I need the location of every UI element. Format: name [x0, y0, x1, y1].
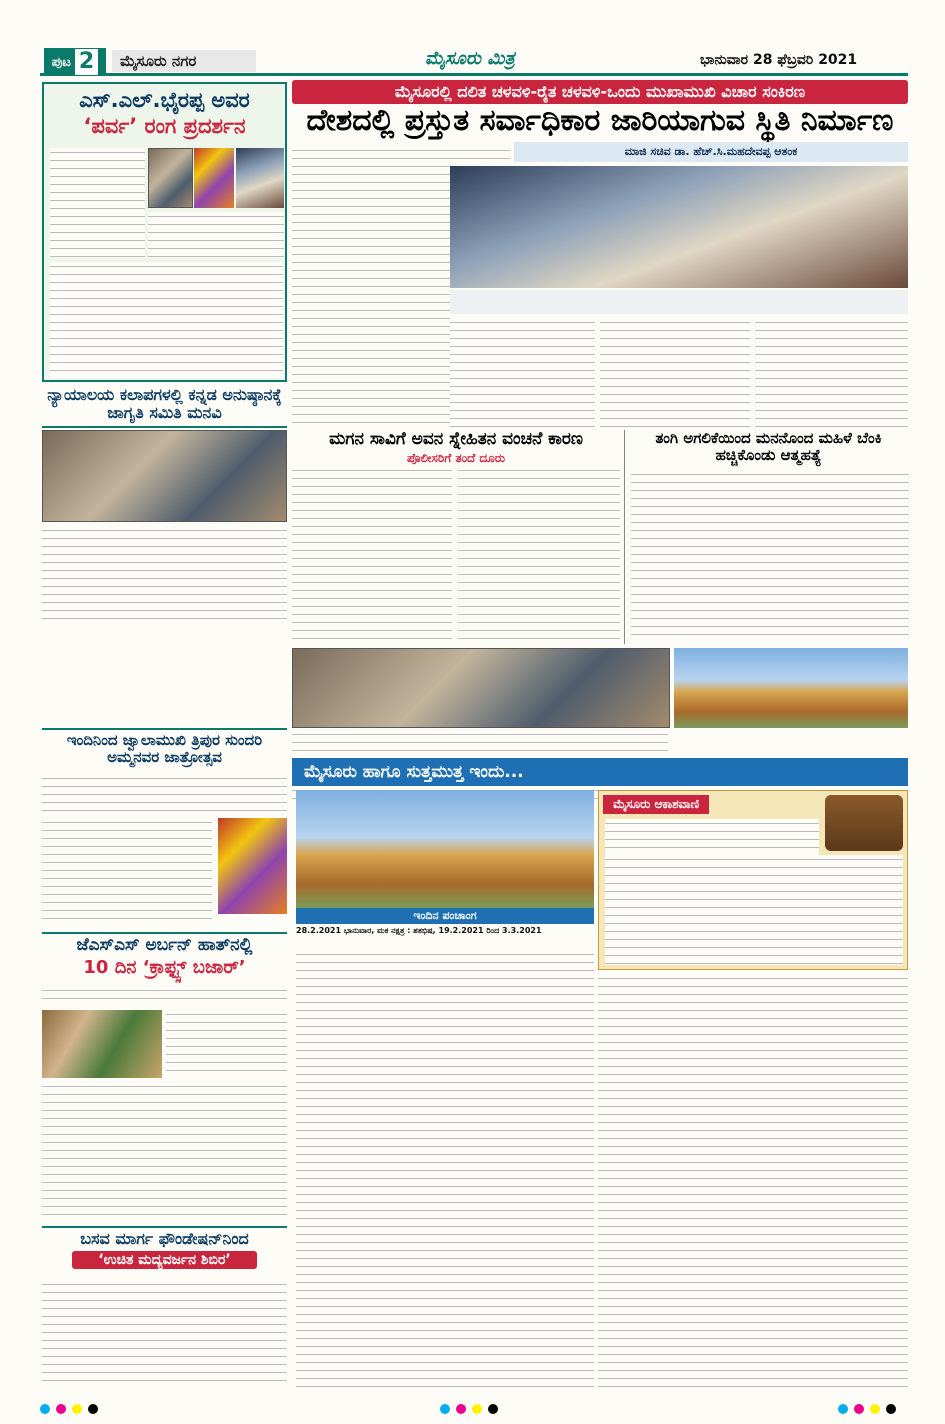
story-parva-text-2: [148, 212, 284, 258]
story-parva-text: [50, 148, 145, 258]
lead-text-col-4: [755, 318, 908, 428]
lead-kicker: ಮೈಸೂರಲ್ಲಿ ದಲಿತ ಚಳವಳಿ-ರೈತ ಚಳವಳಿ-ಒಂದು ಮುಖಾಮುಖಿ ವಿಚಾರ ಸಂಕಿರಣ: [292, 80, 908, 104]
story-son-subheadline: ಪೊಲೀಸರಿಗೆ ತಂದೆ ದೂರು: [406, 450, 506, 465]
story-sister-grief: [624, 430, 908, 644]
lead-text-col-3: [600, 318, 750, 428]
story-basava-text: [42, 1280, 287, 1384]
story-crafts-text: [42, 986, 287, 1006]
story-parva-text-3: [50, 262, 283, 378]
event-group-photo: [292, 648, 670, 728]
story-sister-text: [631, 470, 909, 642]
story-crafts-subheadline: 10 ದಿನ ‘ಕ್ರಾಫ್ಟ್ಸ್ ಬಜಾರ್’: [83, 956, 246, 978]
page-number-badge: [44, 48, 106, 76]
story-son-text-1: [292, 466, 452, 642]
story-sister-headline: ತಂಗಿ ಅಗಲಿಕೆಯಿಂದ ಮನನೊಂದ ಮಹಿಳೆ ಬೆಂಕಿ ಹಚ್ಚಿಕೊಂಡು ಆತ್ಮಹತ್ಯೆ: [655, 429, 882, 465]
story-parva: [42, 82, 287, 382]
radio-title: ಮೈಸೂರು ಆಕಾಶವಾಣಿ: [603, 795, 709, 814]
lead-photo-book-release: [450, 166, 908, 288]
lead-headline: ದೇಶದಲ್ಲಿ ಪ್ರಸ್ತುತ ಸರ್ವಾಧಿಕಾರ ಜಾರಿಯಾಗುವ ಸ್ಥಿತಿ ನಿರ್ಮಾಣ: [306, 103, 894, 138]
radio-schedule-text-2: [605, 855, 903, 965]
section-name: ಮೈಸೂರು ನಗರ: [112, 50, 256, 72]
parva-director-photo: [236, 148, 284, 208]
paper-name: ಮೈಸೂರು ಮಿತ್ರ: [425, 48, 515, 69]
story-son-headline: ಮಗನ ಸಾವಿಗೆ ಅವನ ಸ್ನೇಹಿತನ ವಂಚನೆ ಕಾರಣ: [329, 429, 583, 449]
radio-icon: [825, 795, 903, 851]
story-parva-headline: ಎಸ್.ಎಲ್.ಭೈರಪ್ಪ ಅವರ: [79, 88, 250, 112]
story-temple-text-2: [42, 818, 212, 922]
registration-marks-right: [838, 1404, 896, 1414]
story-basava-headline: ಬಸವ ಮಾರ್ಗ ಫೌಂಡೇಷನ್‌ನಿಂದ: [80, 1229, 249, 1248]
story-parva-subheadline: ‘ಪರ್ವ’ ರಂಗ ಪ್ರದರ್ಶನ: [83, 114, 246, 139]
parva-author-photo: [148, 148, 193, 208]
story-crafts-text-3: [42, 1082, 287, 1220]
goddess-image: [218, 818, 287, 914]
issue-date: ಭಾನುವಾರ 28 ಫೆಬ್ರವರಿ 2021: [700, 52, 858, 68]
radio-schedule-box: [598, 790, 908, 970]
court-memorandum-photo: [42, 430, 287, 522]
lead-deck: ಮಾಜಿ ಸಚಿವ ಡಾ. ಹೆಚ್.ಸಿ.ಮಹದೇವಪ್ಪ ಆತಂಕ: [514, 142, 908, 162]
story-crafts-text-2: [166, 1010, 287, 1078]
registration-marks-left: [40, 1404, 98, 1414]
registration-marks-center: [440, 1404, 498, 1414]
parva-poster-image: [194, 148, 234, 208]
story-crafts-headline: ಜೆಎಸ್‌ಎಸ್ ಅರ್ಬನ್ ಹಾತ್‌ನಲ್ಲಿ: [76, 935, 253, 955]
story-court: [42, 386, 287, 626]
today-section-title: ಮೈಸೂರು ಹಾಗೂ ಸುತ್ತಮುತ್ತ ಇಂದು...: [292, 758, 908, 786]
story-court-text: [42, 526, 287, 626]
today-events-col-1: [296, 950, 594, 1390]
panchanga-title: ಇಂದಿನ ಪಂಚಾಂಗ: [296, 908, 594, 924]
story-crafts-bazaar: [42, 932, 287, 1218]
story-temple: [42, 728, 287, 926]
lead-photo-caption: [450, 290, 908, 314]
story-basava-subheadline: ‘ಉಚಿತ ಮದ್ಯವರ್ಜನ ಶಿಬಿರ’: [72, 1251, 257, 1269]
lead-text-col-2: [450, 318, 595, 428]
story-temple-text: [42, 774, 287, 814]
story-basava-marga: [42, 1226, 287, 1386]
page-number: 2: [75, 49, 98, 75]
today-events-col-2: [598, 974, 908, 1390]
story-son-death: [292, 430, 620, 644]
story-temple-headline: ಇಂದಿನಿಂದ ಜ್ವಾಲಾಮುಖಿ ತ್ರಿಪುರ ಸುಂದರಿ ಅಮ್ಮನವರ ಜಾತ್ರೋತ್ಸವ: [66, 731, 263, 767]
story-son-text-2: [458, 466, 620, 642]
page-label: ಪುಟ: [51, 54, 71, 70]
mysore-palace-photo: [296, 790, 594, 908]
temple-event-photo: [674, 648, 908, 728]
story-court-headline: ನ್ಯಾಯಾಲಯ ಕಲಾಪಗಳಲ್ಲಿ ಕನ್ನಡ ಅನುಷ್ಠಾನಕ್ಕೆ ಜಾಗೃತಿ ಸಮಿತಿ ಮನವಿ: [42, 386, 287, 428]
crafts-dolls-photo: [42, 1010, 162, 1078]
panchanga-line: 28.2.2021 ಭಾನುವಾರ, ಮಕ ನಕ್ಷತ್ರ : ಶತಭಿಷ, 19.2.2021 ರಿಂದ 3.3.2021: [296, 926, 542, 935]
